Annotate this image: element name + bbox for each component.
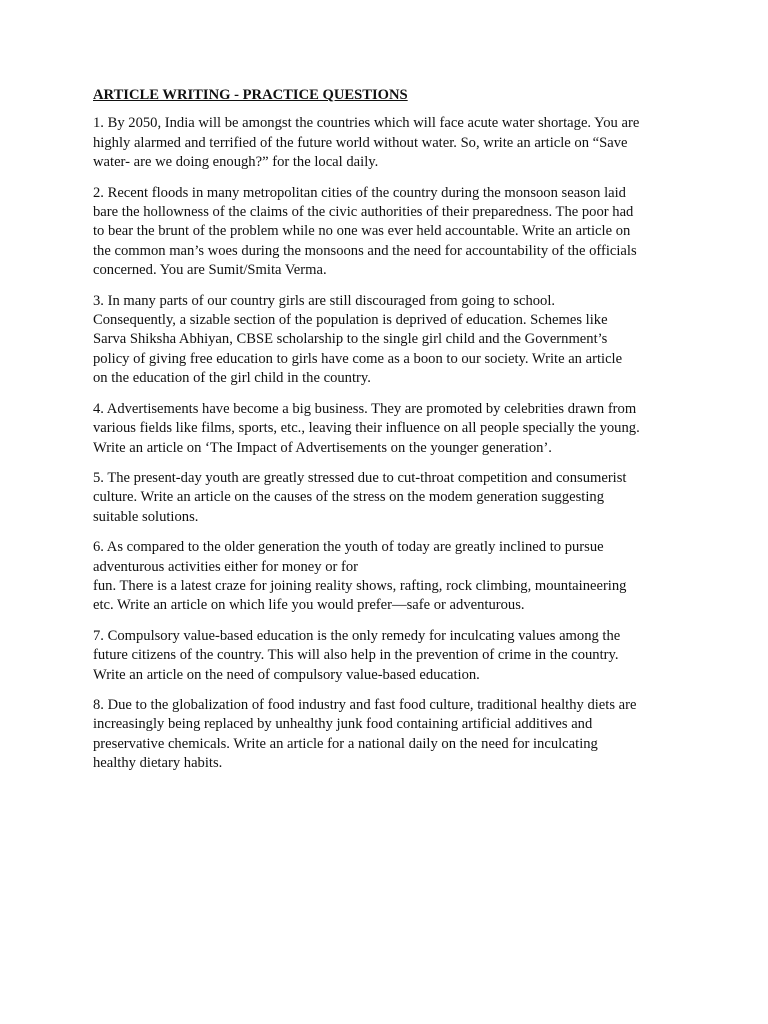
question-3: [93, 292, 683, 389]
question-1: [93, 114, 683, 172]
question-2: [93, 184, 683, 281]
question-line: future citizens of the country. This will also help in the prevention of crime in the country.: [93, 647, 619, 664]
question-6: [93, 538, 683, 616]
question-line: on the education of the girl child in the country.: [93, 370, 371, 387]
question-line: 8. Due to the globalization of food industry and fast food culture, traditional healthy diets are: [93, 696, 637, 713]
question-line: 4. Advertisements have become a big business. They are promoted by celebrities drawn from: [93, 400, 637, 417]
document-title: ARTICLE WRITING - PRACTICE QUESTIONS: [93, 87, 408, 103]
question-line: 5. The present-day youth are greatly stressed due to cut-throat competition and consumerist: [93, 469, 627, 486]
question-7: [93, 627, 683, 685]
question-line: various fields like films, sports, etc., leaving their influence on all people specially the young.: [93, 420, 640, 437]
question-line: 1. By 2050, India will be amongst the countries which will face acute water shortage. You are: [93, 115, 640, 132]
question-line: Consequently, a sizable section of the population is deprived of education. Schemes like: [93, 312, 608, 329]
question-line: culture. Write an article on the causes of the stress on the modem generation suggesting: [93, 489, 604, 506]
question-line: 6. As compared to the older generation the youth of today are greatly inclined to pursue: [93, 539, 604, 556]
question-line: adventurous activities either for money or for: [93, 558, 359, 575]
question-line: to bear the brunt of the problem while no one was ever held accountable. Write an article on: [93, 223, 631, 240]
question-line: highly alarmed and terrified of the future world without water. So, write an article on “Save: [93, 134, 628, 151]
question-line: policy of giving free education to girls have come as a boon to our society. Write an article: [93, 350, 623, 367]
question-line: concerned. You are Sumit/Smita Verma.: [93, 262, 327, 279]
question-line: Sarva Shiksha Abhiyan, CBSE scholarship to the single girl child and the Government’s: [93, 331, 608, 348]
question-line: increasingly being replaced by unhealthy junk food containing artificial additives and: [93, 716, 593, 733]
question-5: [93, 469, 683, 527]
question-line: bare the hollowness of the claims of the civic authorities of their preparedness. The poor had: [93, 204, 634, 221]
document-page: [93, 86, 683, 785]
question-line: etc. Write an article on which life you would prefer—safe or adventurous.: [93, 597, 525, 614]
question-4: [93, 400, 683, 458]
question-line: 3. In many parts of our country girls are still discouraged from going to school.: [93, 292, 556, 309]
question-line: preservative chemicals. Write an article for a national daily on the need for inculcating: [93, 735, 598, 752]
question-line: suitable solutions.: [93, 508, 199, 525]
question-line: water- are we doing enough?” for the local daily.: [93, 154, 379, 171]
question-line: healthy dietary habits.: [93, 755, 223, 772]
question-line: Write an article on the need of compulsory value-based education.: [93, 666, 480, 683]
question-line: fun. There is a latest craze for joining reality shows, rafting, rock climbing, mountaineering: [93, 577, 627, 594]
question-line: Write an article on ‘The Impact of Advertisements on the younger generation’.: [93, 439, 552, 456]
question-line: 2. Recent floods in many metropolitan cities of the country during the monsoon season laid: [93, 184, 626, 201]
question-line: 7. Compulsory value-based education is the only remedy for inculcating values among the: [93, 627, 621, 644]
question-line: the common man’s woes during the monsoons and the need for accountability of the officials: [93, 242, 637, 259]
question-8: [93, 696, 683, 774]
